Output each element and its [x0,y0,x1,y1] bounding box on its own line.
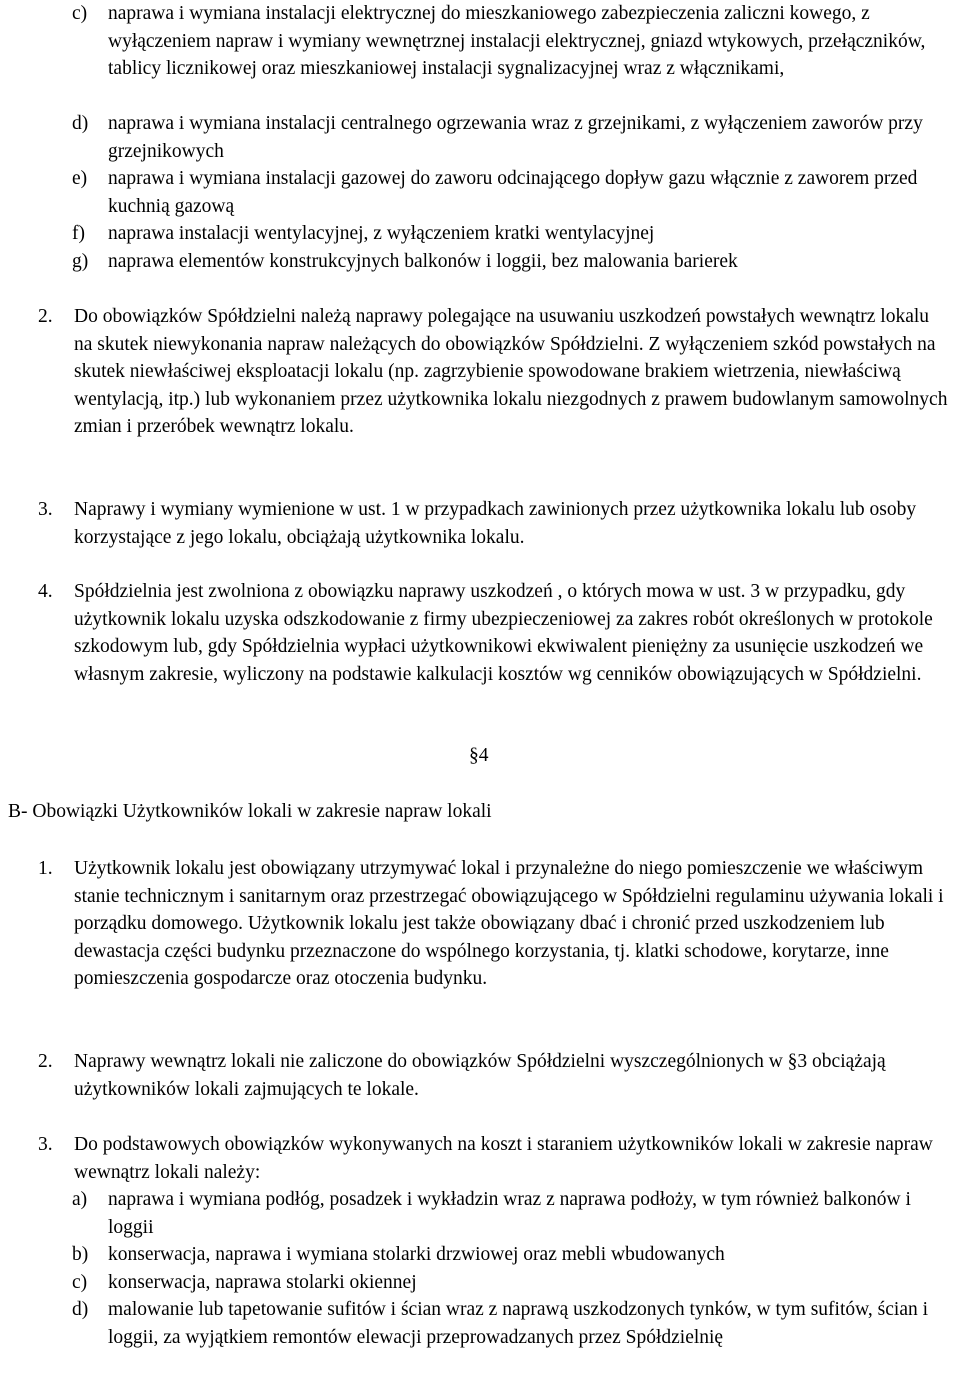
list-text: konserwacja, naprawa i wymiana stolarki drzwiowej oraz mebli wbudowanych [108,1244,725,1265]
list-item-g [72,248,947,276]
paragraph-item-b1 [38,855,948,993]
paragraph-item-4 [38,578,948,688]
paragraph-item-2 [38,303,948,441]
item-number: 1. [38,858,53,879]
item-text: Spółdzielnia jest zwolniona z obowiązku naprawy uszkodzeń , o których mowa w ust. 3 w przypadku, gdy użytkownik lokalu uzyska odszkodowanie z firmy ubezpieczeniowej za zakres robót określonych w protokole szkodowym lub, gdy Spółdzielnia wypłaci użytkownikowi ekwiwalent pieniężny za usunięcie uszkodzeń we własnym zakresie, wyliczony na podstawie kalkulacji kosztów wg cenników obowiązujących w Spółdzielni. [74,581,933,685]
list-item-f [72,220,947,248]
list-text: malowanie lub tapetowanie sufitów i ścian wraz z naprawą uszkodzonych tynków, w tym sufitów, ścian i loggii, za wyjątkiem remontów elewacji przeprowadzanych przez Spółdzielnię [108,1299,929,1348]
item-text: Użytkownik lokalu jest obowiązany utrzymywać lokal i przynależne do niego pomieszczenie we właściwym stanie technicznym i sanitarnym oraz przestrzegać obowiązującego w Spółdzielni regulaminu używania lokali i porządku domowego. Użytkownik lokalu jest także obowiązany dbać i chronić przed uszkodzeniem lub dewastacja części budynku przeznaczone do wspólnego korzystania, tj. klatki schodowe, korytarze, inne pomieszczenia gospodarcze oraz otoczenia budynku. [74,858,944,989]
list-item-b3a [72,1186,947,1241]
list-item-c [72,0,947,83]
list-text: konserwacja, naprawa stolarki okiennej [108,1272,417,1293]
list-label: e) [72,168,88,189]
list-label: b) [72,1244,89,1265]
list-label: a) [72,1189,88,1210]
list-text: naprawa i wymiana instalacji centralnego ogrzewania wraz z grzejnikami, z wyłączeniem zaworów przy grzejnikowych [108,113,923,162]
list-item-d [72,110,947,165]
list-item-b3c [72,1269,947,1297]
list-label: g) [72,251,89,272]
list-item-b3d [72,1296,947,1351]
list-label: c) [72,3,88,24]
list-label: d) [72,1299,89,1320]
item-number: 3. [38,499,53,520]
list-label: d) [72,113,89,134]
item-text: Naprawy wewnątrz lokali nie zaliczone do obowiązków Spółdzielni wyszczególnionych w §3 obciążają użytkowników lokali zajmujących te lokale. [74,1051,886,1100]
section-heading: B- Obowiązki Użytkowników lokali w zakresie napraw lokali [8,801,492,822]
paragraph-item-b3 [38,1131,948,1186]
list-item-e [72,165,947,220]
item-text: Naprawy i wymiany wymienione w ust. 1 w przypadkach zawinionych przez użytkownika lokalu lub osoby korzystające z jego lokalu, obciążają użytkownika lokalu. [74,499,917,548]
item-number: 2. [38,306,53,327]
item-number: 3. [38,1134,53,1155]
item-number: 2. [38,1051,53,1072]
list-label: f) [72,223,85,244]
list-text: naprawa i wymiana instalacji gazowej do zaworu odcinającego dopływ gazu włącznie z zaworem przed kuchnią gazową [108,168,918,217]
list-text: naprawa instalacji wentylacyjnej, z wyłączeniem kratki wentylacyjnej [108,223,655,244]
item-text: Do podstawowych obowiązków wykonywanych na koszt i staraniem użytkowników lokali w zakresie napraw wewnątrz lokali należy: [74,1134,933,1183]
list-text: naprawa elementów konstrukcyjnych balkonów i loggii, bez malowania barierek [108,251,738,272]
list-label: c) [72,1272,88,1293]
list-text: naprawa i wymiana instalacji elektrycznej do mieszkaniowego zabezpieczenia zaliczni kowego, z wyłączeniem napraw i wymiany wewnętrznej instalacji elektrycznej, gniazd wtykowych, przełączników, tablicy licznikowej oraz mieszkaniowej instalacji sygnalizacyjnej wraz z włącznikami, [108,3,926,79]
paragraph-item-b2 [38,1048,948,1103]
paragraph-item-3 [38,496,948,551]
list-item-b3b [72,1241,947,1269]
item-number: 4. [38,581,53,602]
section-mark: §4 [469,745,489,766]
item-text: Do obowiązków Spółdzielni należą naprawy polegające na usuwaniu uszkodzeń powstałych wewnątrz lokalu na skutek niewykonania napraw należących do obowiązków Spółdzielni. Z wyłączeniem szkód powstałych na skutek niewłaściwej eksploatacji lokalu (np. zagrzybienie spowodowane brakiem wietrzenia, niewłaściwą wentylacją, itp.) lub wykonaniem przez użytkownika lokalu niezgodnych z prawem budowlanym samowolnych zmian i przeróbek wewnątrz lokalu. [74,306,948,437]
list-text: naprawa i wymiana podłóg, posadzek i wykładzin wraz z naprawa podłoży, w tym również balkonów i loggii [108,1189,911,1238]
